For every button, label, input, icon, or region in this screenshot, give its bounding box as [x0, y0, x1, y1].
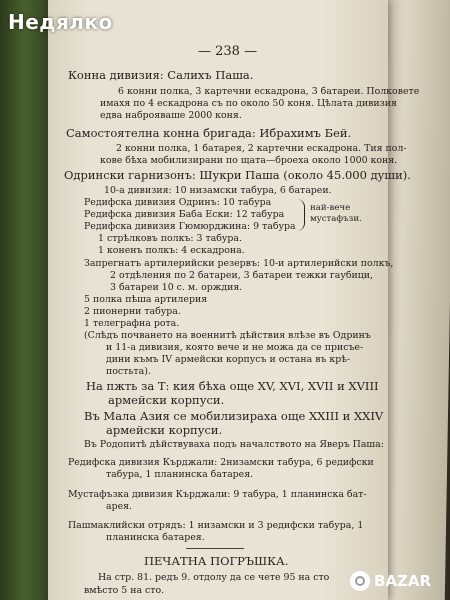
text-line: На стр. 81. редъ 9. отдолу да се чете 95 на сто	[98, 572, 330, 583]
text-line: Редифска дивизия Баба Ески: 12 табура	[84, 209, 285, 220]
text-line: 1 стрѣлковъ полкъ: 3 табура.	[98, 233, 242, 244]
text-line: Самостоятелна конна бригада: Ибрахимъ Бей.	[66, 126, 352, 140]
brace	[296, 199, 305, 231]
text-line: кове бѣха мобилизирани по щата—броеха около 1000 коня.	[100, 155, 398, 166]
text-line: Въ Родопитѣ дѣйствуваха подъ началството на Яверъ Паша:	[84, 439, 384, 450]
text-line: планинска батарея.	[106, 532, 205, 543]
brace-label: най-вече	[310, 203, 351, 213]
text-line: 2 пионерни табура.	[84, 306, 181, 317]
text-line: Конна дивизия: Салихъ Паша.	[68, 68, 254, 82]
text-line: 1 телеграфна рота.	[84, 318, 180, 329]
text-line: имахя по 4 ескадрона съ по около 50 коня. Цѣлата дивизия	[100, 98, 397, 109]
text-line: и 11-а дивизия, която вече и не можа да се присъе-	[106, 342, 364, 353]
text-line: Мустафъзка дивизия Кърджали: 9 табура, 1 планинска бат-	[68, 489, 367, 500]
bazar-logo-text: BAZAR	[374, 572, 432, 590]
divider	[186, 548, 244, 549]
text-line: Одрински гарнизонъ: Шукри Паша (около 45.000 души).	[64, 168, 411, 182]
text-line: 2 конни полка, 1 батарея, 2 картечни ескадрона. Тия пол-	[116, 143, 407, 154]
text-line: 10-а дивизия: 10 низамски табура, 6 батареи.	[104, 185, 332, 196]
text-line: Пашмаклийски отрядъ: 1 низамски и 3 редифски табура, 1	[68, 520, 364, 531]
text-line: Запрегнатъ артилерийски резервъ: 10-и артилерийски полкъ,	[84, 258, 394, 269]
text-line: Редифска дивизия Кърджали: 2низамски табура, 6 редифски	[68, 457, 374, 468]
bazar-logo-icon	[350, 571, 370, 591]
text-line: постьта).	[106, 366, 151, 377]
text-line: 6 конни полка, 3 картечни ескадрона, 3 батареи. Полковете	[118, 86, 420, 97]
text-line: Редифска дивизия Одринъ: 10 табура	[84, 197, 272, 208]
errata-title: ПЕЧАТНА ПОГРЪШКА.	[144, 554, 289, 568]
brace-label: мустафъзи.	[310, 214, 362, 224]
text-line: Редифска дивизия Гюмюрджина: 9 табура	[84, 221, 296, 232]
text-line: арея.	[106, 501, 133, 512]
page-number: — 238 —	[198, 44, 258, 59]
seller-watermark: Недялко	[8, 10, 113, 34]
text-line: 1 коненъ полкъ: 4 ескадрона.	[98, 245, 245, 256]
text-line: 5 полка пѣша артилерия	[84, 294, 208, 305]
text-line: армейски корпуси.	[108, 393, 225, 407]
text-line: едва наброяваше 2000 коня.	[100, 110, 242, 121]
bazar-watermark	[350, 568, 446, 594]
text-line: 3 батареи 10 с. м. орждия.	[110, 282, 243, 293]
text-line: Въ Мала Азия се мобилизираха още XXIII и XXIV	[84, 409, 384, 423]
text-line: вмѣсто 5 на сто.	[84, 585, 165, 596]
text-line: (Слѣдъ почването на военнитѣ дѣйствия влѣзе въ Одринъ	[84, 330, 371, 341]
text-line: армейски корпуси.	[106, 423, 223, 437]
text-line: На пжть за Т: кия бѣха още XV, XVI, XVII и XVIII	[86, 379, 379, 393]
text-line: 2 отдѣления по 2 батареи, 3 батареи тежки гаубици,	[110, 270, 374, 281]
text-line: табура, 1 планинска батарея.	[106, 469, 254, 480]
text-line: дини къмъ IV армейски корпусъ и остана въ крѣ-	[106, 354, 351, 365]
